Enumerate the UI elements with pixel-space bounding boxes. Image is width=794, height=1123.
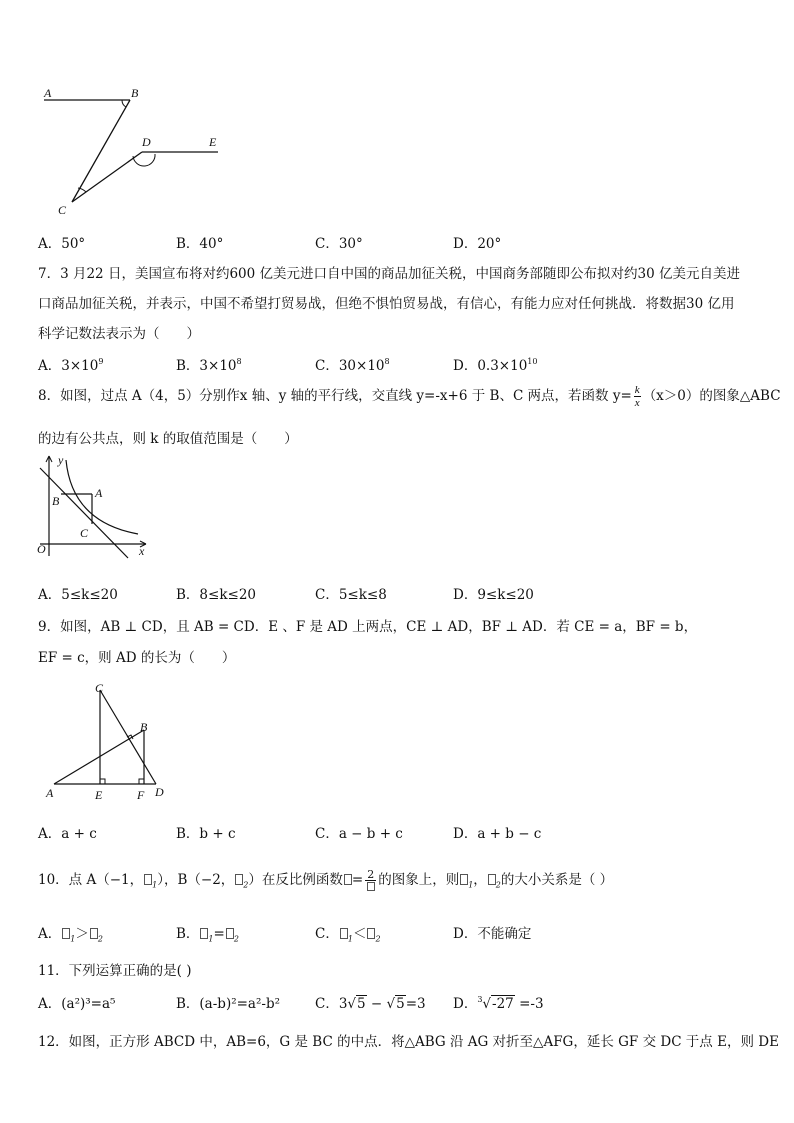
q10-stem: 10．点 A（−1， $_1$），B（−2， $_2$）在反比例函数 = 2 的图象上，则 $_1$， $_2$的大小关系是（ ） (38, 868, 614, 890)
q10-option-a[interactable]: A． $_1$＞ $_2$ (38, 926, 103, 944)
q8-stem-line2: 的边有公共点，则 k 的取值范围是（ ） (38, 431, 298, 447)
q9-triangle-figure (44, 680, 174, 798)
q11-option-d[interactable]: D．$^3$√-27 =-3 (453, 995, 544, 1012)
q9-label-c: C (95, 681, 104, 695)
q11-option-c[interactable]: C．3√5 − √5=3 (315, 996, 426, 1012)
q9-option-c[interactable]: C．a − b + c (315, 826, 403, 842)
q6-option-d[interactable]: D．20° (453, 236, 502, 252)
angle-figure (30, 80, 230, 220)
q10-option-c[interactable]: C． $_1$＜ $_2$ (315, 926, 381, 944)
label-a: A (44, 86, 52, 100)
q9-label-b: B (140, 720, 148, 734)
q9-label-f: F (137, 788, 145, 802)
q8-label-c: C (80, 526, 89, 540)
q11-option-b[interactable]: B．(a-b)²=a²-b² (176, 996, 281, 1012)
q9-label-d: D (155, 785, 164, 799)
q8-option-d[interactable]: D．9≤k≤20 (453, 587, 534, 603)
q7-option-d[interactable]: D．$0.3\times 10^{10}$ (453, 357, 538, 374)
q12-stem-line1: 12．如图，正方形 ABCD 中，AB=6，G 是 BC 的中点．将△ABG 沿 AG 对折至△AFG，延长 GF 交 DC 于点 E，则 DE (38, 1034, 779, 1050)
q7-option-b[interactable]: B．$3\times 10^8$ (176, 357, 242, 374)
label-d: D (142, 135, 151, 149)
q11-stem: 11．下列运算正确的是( ) (38, 963, 192, 979)
q9-option-a[interactable]: A．a + c (38, 826, 97, 842)
q8-option-b[interactable]: B．8≤k≤20 (176, 587, 256, 603)
q6-option-a[interactable]: A．50° (38, 236, 86, 252)
q7-option-c[interactable]: C．$30\times 10^8$ (315, 357, 390, 374)
q8-label-x: x (139, 544, 145, 558)
label-c: C (58, 203, 67, 217)
q8-label-b: B (52, 494, 60, 508)
label-b: B (131, 86, 139, 100)
q6-option-b[interactable]: B．40° (176, 236, 224, 252)
q7-stem-line1: 7．3 月22 日，美国宣布将对约600 亿美元进口自中国的商品加征关税，中国商务部随即公布拟对约30 亿美元自美进 (38, 266, 740, 282)
q7-option-a[interactable]: A．$3\times 10^9$ (38, 357, 104, 374)
q8-label-a: A (95, 486, 103, 500)
q8-label-y: y (58, 453, 64, 467)
q9-stem-line2: EF = c，则 AD 的长为（ ） (38, 650, 236, 666)
q9-option-d[interactable]: D．a + b − c (453, 826, 542, 842)
q9-option-b[interactable]: B．b + c (176, 826, 236, 842)
q10-option-b[interactable]: B． $_1$= $_2$ (176, 926, 239, 944)
q9-label-a: A (46, 786, 54, 800)
q11-option-a[interactable]: A．(a²)³=a⁵ (38, 996, 116, 1012)
q8-option-a[interactable]: A．5≤k≤20 (38, 587, 118, 603)
q7-stem-line2: 口商品加征关税，并表示，中国不希望打贸易战，但绝不惧怕贸易战，有信心，有能力应对任何挑战．将数据30 亿用 (38, 296, 735, 312)
label-e: E (209, 135, 217, 149)
q7-stem-line3: 科学记数法表示为（ ） (38, 326, 200, 342)
q8-label-o: O (37, 542, 46, 556)
q9-label-e: E (95, 788, 103, 802)
q6-option-c[interactable]: C．30° (315, 236, 363, 252)
q8-stem-line1: 8．如图，过点 A（4，5）分别作x 轴、y 轴的平行线，交直线 y=-x+6 于 B、C 两点，若函数 y= $\frac{k}{x}$ （x＞0）的图象△ABC (38, 384, 781, 409)
q9-stem-line1: 9．如图，AB ⊥ CD，且 AB = CD．E 、F 是 AD 上两点，CE ⊥ AD，BF ⊥ AD．若 CE = a，BF = b， (38, 619, 698, 635)
q8-option-c[interactable]: C．5≤k≤8 (315, 587, 387, 603)
q10-option-d[interactable]: D．不能确定 (453, 926, 532, 942)
